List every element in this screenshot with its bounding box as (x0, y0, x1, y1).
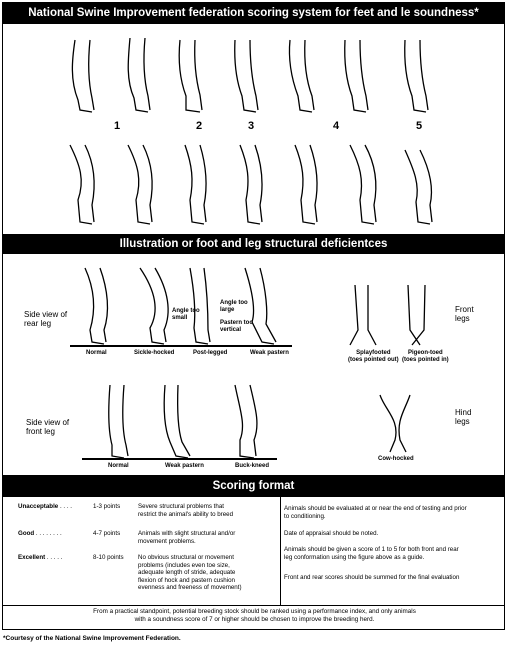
scoring-divider (280, 497, 281, 605)
side-label-front-legs: Front legs (455, 305, 474, 323)
scoring-desc: Animals with slight structural and/or movement problems. (138, 530, 236, 545)
bottom-note: From a practical standpoint, potential breeding stock should be ranked using a performance index, and only animals with a soundness score of 7 or higher should be chosen to improve the breeding herd. (93, 608, 416, 623)
hind-legs-view (380, 395, 410, 452)
ground-line (70, 345, 292, 347)
scoring-note: Front and rear scores should be summed for the final evaluation (284, 574, 460, 581)
deficiency-label: Cow-hocked (378, 456, 414, 462)
scoring-note: Animals should be evaluated at or near the end of testing and prior to conditioning. (284, 505, 467, 520)
deficiency-label: Splayfooted (toes pointed out) (348, 350, 399, 363)
front-legs-view (350, 285, 425, 345)
scoring-desc: No obvious structural or movement problems (includes even toe size, adequate length of stride, adequate flexion of hock and pastern cushion evenness and freeness of movement) (138, 554, 242, 592)
deficiency-label: Normal (86, 350, 107, 356)
front-side-row (109, 385, 257, 458)
scoring-points: 8-10 points (93, 554, 124, 561)
scoring-note: Date of appraisal should be noted. (284, 530, 379, 537)
deficiency-label: Weak pastern (250, 350, 289, 356)
deficiency-label: Weak pastern (165, 463, 204, 469)
scoring-desc: Severe structural problems that restrict the animal's ability to breed (138, 503, 234, 518)
bottom-divider (2, 605, 505, 606)
ground-line (82, 458, 277, 460)
score-number: 1 (114, 120, 121, 132)
scoring-grade: Good . . . . . . . . (18, 530, 62, 537)
rear-leg-row (70, 145, 432, 224)
score-number: 5 (416, 120, 423, 132)
scoring-grade: Unacceptable . . . . (18, 503, 73, 510)
deficiency-label: Sickle-hocked (134, 350, 175, 356)
score-number: 4 (333, 120, 340, 132)
scoring-note: Animals should be given a score of 1 to 5 for both front and rear leg conformation using the figure above as a guide. (284, 546, 459, 561)
deficiency-label: Angle too small (172, 308, 200, 321)
side-label-front: Side view of front leg (26, 418, 70, 436)
front-leg-row (72, 38, 428, 112)
deficiency-label: Buck-kneed (235, 463, 270, 469)
deficiency-label: Pigeon-toed (toes pointed in) (402, 350, 449, 363)
deficiency-label: Normal (108, 463, 129, 469)
side-label-hind-legs: Hind legs (455, 408, 472, 426)
side-label-rear: Side view of rear leg (24, 310, 68, 328)
deficiency-label: Post-legged (193, 350, 228, 356)
deficiency-label: Angle too large (220, 300, 248, 313)
title-banner: National Swine Improvement federation scoring system for feet and le soundness* (2, 2, 505, 24)
scoring-grade: Excellent . . . . . (18, 554, 63, 561)
illustration-banner: Illustration or foot and leg structural deficientces (2, 234, 505, 254)
scoring-banner: Scoring format (2, 475, 505, 497)
courtesy-footnote: *Courtesy of the National Swine Improvement Federation. (3, 635, 181, 642)
scoring-points: 1-3 points (93, 503, 121, 510)
scoring-points: 4-7 points (93, 530, 121, 537)
score-number: 2 (196, 120, 203, 132)
deficiency-label: Pastern too vertical (220, 320, 254, 333)
score-number: 3 (248, 120, 255, 132)
